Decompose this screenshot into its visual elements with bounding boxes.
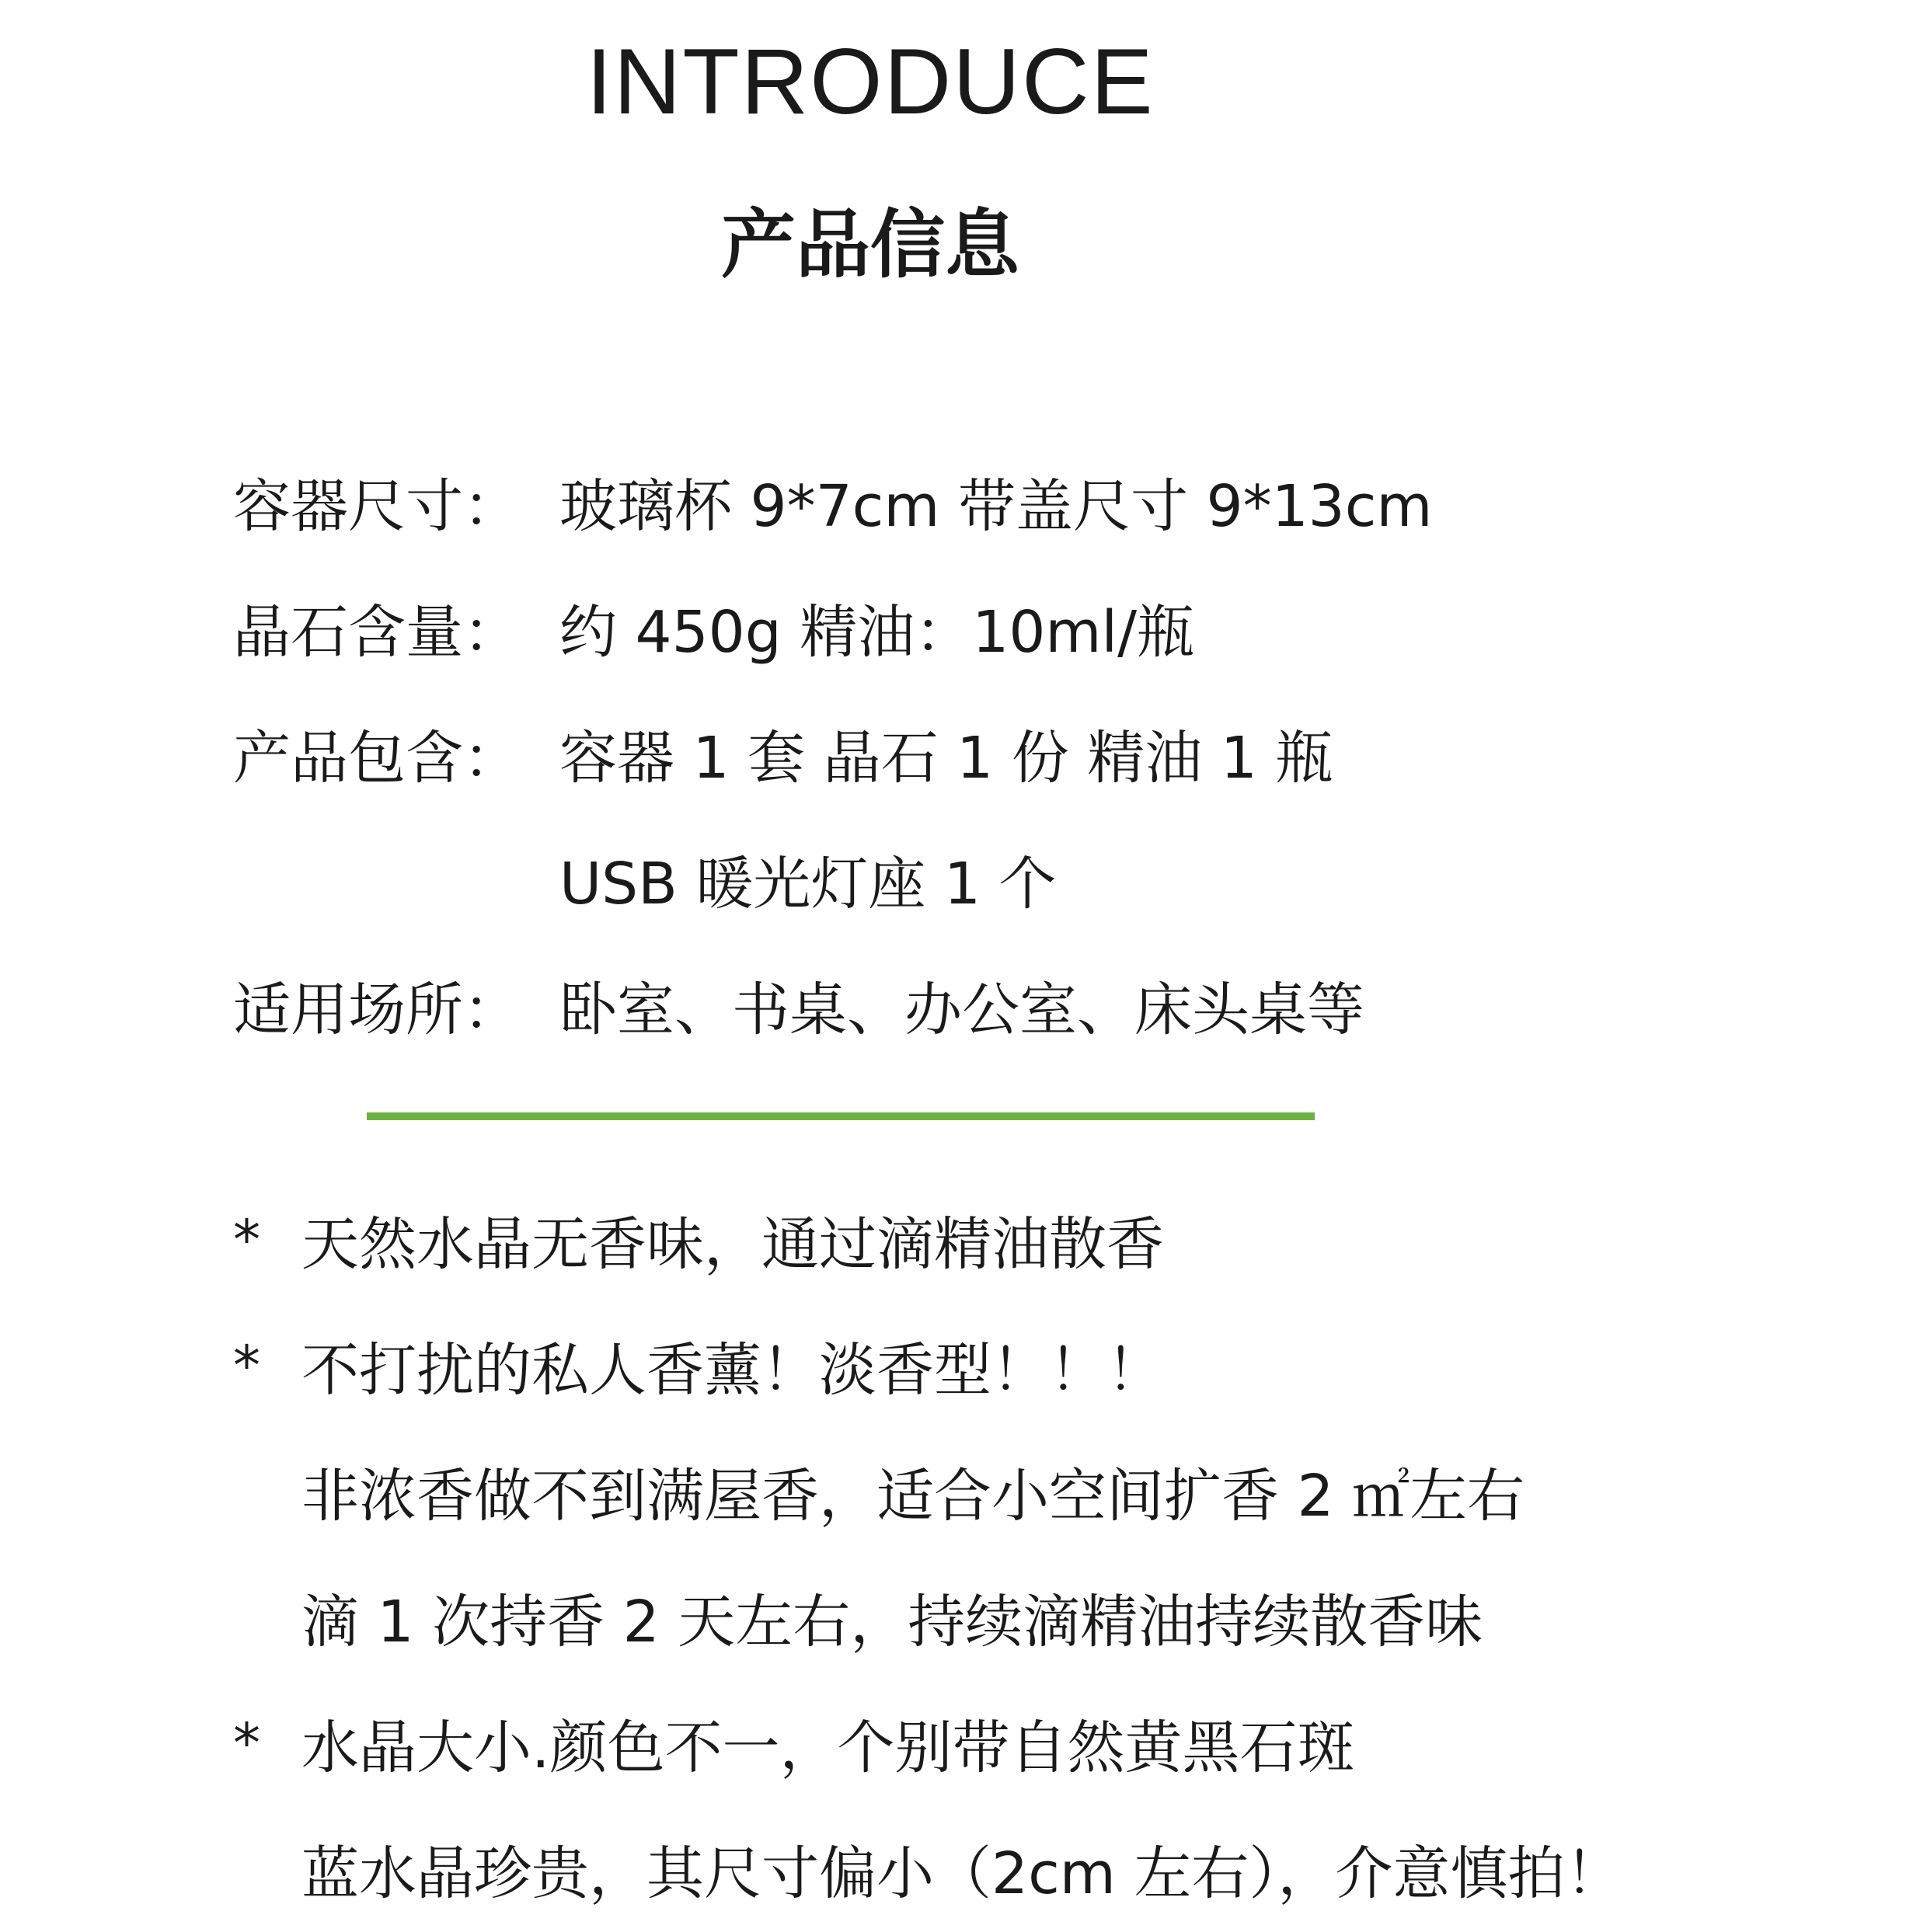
info-value: 约 450g 精油：10ml/瓶 [559,599,1194,666]
info-row-crystal-weight [233,565,1709,691]
info-value: USB 暖光灯座 1 个 [559,851,1057,917]
note-text: 天然水晶无香味，通过滴精油散香 [301,1211,1164,1278]
info-label: 容器尺寸： [233,473,521,540]
note-text: 水晶大小.颜色不一，个别带自然黄黑石斑 [301,1714,1355,1781]
page-title: INTRODUCE [586,30,1155,134]
note-text: 不打扰的私人香薰！淡香型！！！ [301,1337,1164,1404]
info-row-suitable-places [233,942,1709,1068]
note-item [233,1554,1826,1680]
note-text: 滴 1 次持香 2 天左右，持续滴精油持续散香味 [301,1589,1483,1655]
page-subtitle: 产品信息 [721,201,1019,288]
info-label: 产品包含： [233,725,521,792]
info-value: 玻璃杯 9*7cm 带盖尺寸 9*13cm [559,473,1433,540]
product-info-list [233,439,1709,1068]
note-item [233,1429,1826,1554]
info-row-container-size [233,439,1709,565]
bullet-star: * [233,1334,260,1398]
info-value: 容器 1 套 晶石 1 份 精油 1 瓶 [559,725,1333,792]
note-item [233,1806,1826,1932]
note-text: 蓝水晶珍贵，其尺寸偏小（2cm 左右），介意慎拍！ [301,1840,1623,1907]
notes-list [233,1177,1826,1932]
section-divider [367,1112,1315,1120]
note-item [233,1177,1826,1303]
bullet-star: * [233,1711,260,1775]
note-item [233,1303,1826,1429]
info-value: 卧室、书桌、办公室、床头桌等 [559,976,1364,1043]
info-label: 适用场所： [233,976,521,1043]
bullet-star: * [233,1208,260,1272]
note-text: 非浓香做不到满屋香，适合小空间扩香 2 ㎡左右 [301,1463,1525,1530]
info-row-package-contents-cont [233,816,1709,942]
note-item [233,1680,1826,1806]
info-label: 晶石含量： [233,599,521,666]
info-row-package-contents [233,691,1709,816]
